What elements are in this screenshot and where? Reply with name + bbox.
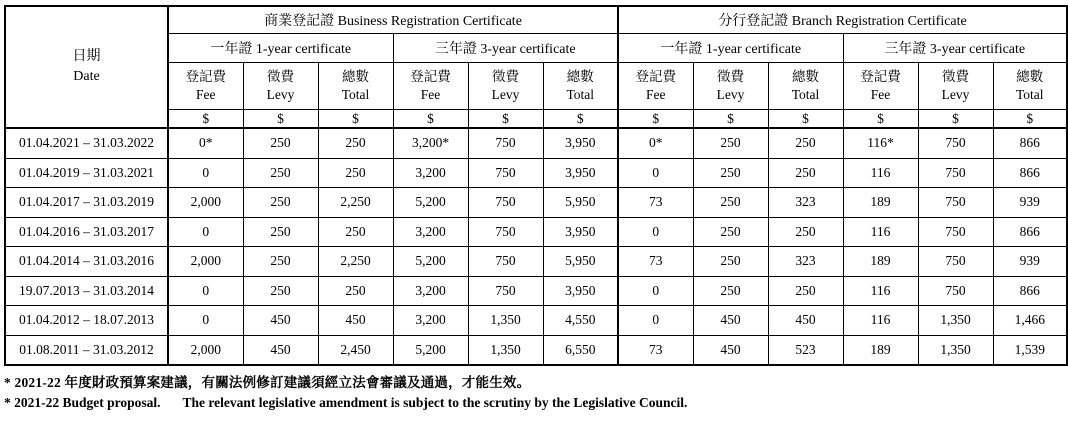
- cell-value: 250: [693, 158, 768, 188]
- column-header-cn: 登記費: [410, 68, 451, 84]
- cell-value: 1,350: [468, 306, 543, 336]
- cell-value: 116: [843, 276, 918, 306]
- row-date: 01.04.2012 – 18.07.2013: [5, 306, 168, 336]
- column-header-cn: 徵費: [717, 68, 745, 84]
- cell-value: 323: [768, 188, 843, 218]
- cell-value: 250: [693, 217, 768, 247]
- cell-value: 750: [918, 188, 993, 218]
- cell-value: 3,950: [543, 128, 618, 158]
- row-date: 01.04.2017 – 31.03.2019: [5, 188, 168, 218]
- currency-symbol: $: [468, 110, 543, 129]
- row-date: 01.04.2019 – 31.03.2021: [5, 158, 168, 188]
- cell-value: 250: [243, 158, 318, 188]
- column-header-fee: [618, 63, 693, 110]
- column-header-en: Total: [566, 87, 595, 102]
- cell-value: 5,950: [543, 247, 618, 277]
- cell-value: 5,200: [393, 335, 468, 365]
- table-header: [5, 6, 1067, 128]
- currency-symbol: $: [243, 110, 318, 129]
- cell-value: 250: [243, 276, 318, 306]
- column-header-total: [318, 63, 393, 110]
- cell-value: 250: [693, 276, 768, 306]
- group-header-business: 商業登記證 Business Registration Certificate: [168, 6, 618, 34]
- fee-table-page: [0, 5, 1068, 422]
- cert-header-branch-1year: 一年證 1-year certificate: [618, 34, 843, 63]
- cell-value: 939: [993, 247, 1067, 277]
- footnotes: [4, 373, 1062, 414]
- footnote-english-part2: The relevant legislative amendment is subject to the scrutiny by the Legislative Council.: [182, 395, 688, 411]
- cell-value: 450: [693, 306, 768, 336]
- column-header-en: Fee: [646, 87, 666, 102]
- group-header-branch: 分行登記證 Branch Registration Certificate: [618, 6, 1067, 34]
- column-header-en: Total: [341, 87, 370, 102]
- cell-value: 3,200: [393, 158, 468, 188]
- column-header-en: Fee: [420, 87, 441, 102]
- cell-value: 750: [468, 188, 543, 218]
- cell-value: 3,200: [393, 306, 468, 336]
- column-header-levy: [243, 63, 318, 110]
- cert-header-branch-3year: 三年證 3-year certificate: [843, 34, 1067, 63]
- cell-value: 2,000: [168, 247, 243, 277]
- cell-value: 1,350: [918, 335, 993, 365]
- column-header-cn: 總數: [566, 68, 594, 84]
- row-date: 01.04.2016 – 31.03.2017: [5, 217, 168, 247]
- cell-value: 3,200*: [393, 128, 468, 158]
- cell-value: 450: [693, 335, 768, 365]
- column-header-levy: [918, 63, 993, 110]
- cell-value: 5,200: [393, 247, 468, 277]
- cell-value: 0: [618, 306, 693, 336]
- cell-value: 2,250: [318, 188, 393, 218]
- cell-value: 0*: [618, 128, 693, 158]
- table-row: [5, 128, 1067, 158]
- cell-value: 1,539: [993, 335, 1067, 365]
- column-header-total: [768, 63, 843, 110]
- cell-value: 3,950: [543, 276, 618, 306]
- table-row: [5, 335, 1067, 365]
- cell-value: 750: [918, 128, 993, 158]
- cell-value: 2,450: [318, 335, 393, 365]
- cell-value: 250: [318, 128, 393, 158]
- cell-value: 116: [843, 217, 918, 247]
- cell-value: 6,550: [543, 335, 618, 365]
- column-header-total: [993, 63, 1067, 110]
- cell-value: 73: [618, 247, 693, 277]
- cell-value: 116*: [843, 128, 918, 158]
- cell-value: 250: [693, 128, 768, 158]
- cell-value: 3,200: [393, 276, 468, 306]
- column-header-cn: 徵費: [267, 68, 294, 84]
- currency-symbol: $: [618, 110, 693, 129]
- cell-value: 750: [918, 158, 993, 188]
- cell-value: 0: [168, 217, 243, 247]
- cell-value: 5,950: [543, 188, 618, 218]
- column-header-cn: 總數: [792, 68, 820, 84]
- cell-value: 750: [468, 128, 543, 158]
- cell-value: 250: [768, 276, 843, 306]
- cell-value: 1,466: [993, 306, 1067, 336]
- table-row: [5, 188, 1067, 218]
- cell-value: 250: [318, 158, 393, 188]
- cell-value: 250: [693, 188, 768, 218]
- cell-value: 73: [618, 188, 693, 218]
- column-header-cn: 登記費: [860, 68, 901, 84]
- column-header-en: Levy: [716, 87, 745, 102]
- table-row: [5, 247, 1067, 277]
- currency-symbol: $: [693, 110, 768, 129]
- cell-value: 3,950: [543, 158, 618, 188]
- registration-fee-table: [4, 5, 1068, 366]
- cell-value: 250: [243, 128, 318, 158]
- cell-value: 750: [468, 158, 543, 188]
- cell-value: 866: [993, 276, 1067, 306]
- column-header-en: Fee: [196, 87, 216, 102]
- cell-value: 0: [618, 217, 693, 247]
- currency-symbol: $: [993, 110, 1067, 129]
- row-date: 01.04.2021 – 31.03.2022: [5, 128, 168, 158]
- cell-value: 450: [243, 306, 318, 336]
- currency-symbol: $: [318, 110, 393, 129]
- cell-value: 250: [768, 217, 843, 247]
- cell-value: 116: [843, 158, 918, 188]
- cell-value: 250: [243, 188, 318, 218]
- column-header-en: Fee: [870, 87, 891, 102]
- cell-value: 0*: [168, 128, 243, 158]
- column-header-en: Levy: [491, 87, 520, 102]
- cell-value: 750: [918, 247, 993, 277]
- date-header-cn: 日期: [72, 48, 101, 64]
- cell-value: 450: [243, 335, 318, 365]
- cell-value: 523: [768, 335, 843, 365]
- date-header-cell: [5, 6, 168, 128]
- row-date: 01.04.2014 – 31.03.2016: [5, 247, 168, 277]
- cell-value: 189: [843, 247, 918, 277]
- cell-value: 250: [768, 158, 843, 188]
- column-header-cn: 登記費: [635, 68, 677, 84]
- footnote-english: [4, 393, 1062, 413]
- date-header-en: Date: [73, 69, 100, 84]
- cell-value: 250: [243, 217, 318, 247]
- table-body: [5, 128, 1067, 365]
- table-row: [5, 158, 1067, 188]
- currency-symbol: $: [768, 110, 843, 129]
- cell-value: 750: [468, 247, 543, 277]
- cell-value: 189: [843, 335, 918, 365]
- currency-symbol: $: [168, 110, 243, 129]
- cell-value: 3,950: [543, 217, 618, 247]
- column-header-levy: [468, 63, 543, 110]
- row-date: 01.08.2011 – 31.03.2012: [5, 335, 168, 365]
- cell-value: 750: [468, 276, 543, 306]
- cell-value: 73: [618, 335, 693, 365]
- header-row-groups: [5, 6, 1067, 34]
- cell-value: 2,000: [168, 188, 243, 218]
- footnote-english-part1: * 2021-22 Budget proposal.: [4, 395, 161, 411]
- currency-symbol: $: [393, 110, 468, 129]
- cell-value: 1,350: [918, 306, 993, 336]
- cell-value: 189: [843, 188, 918, 218]
- cell-value: 0: [618, 276, 693, 306]
- cert-header-business-1year: 一年證 1-year certificate: [168, 34, 393, 63]
- cell-value: 750: [918, 217, 993, 247]
- cell-value: 866: [993, 217, 1067, 247]
- cell-value: 750: [918, 276, 993, 306]
- footnote-chinese: * 2021-22 年度財政預算案建議，有關法例修訂建議須經立法會審議及通過，才能生效。: [4, 375, 531, 390]
- column-header-cn: 徵費: [492, 68, 519, 84]
- cell-value: 0: [168, 306, 243, 336]
- cell-value: 250: [318, 217, 393, 247]
- cell-value: 116: [843, 306, 918, 336]
- table-row: [5, 276, 1067, 306]
- currency-symbol: $: [918, 110, 993, 129]
- column-header-cn: 總數: [1016, 68, 1044, 84]
- cell-value: 4,550: [543, 306, 618, 336]
- column-header-fee: [168, 63, 243, 110]
- cell-value: 250: [243, 247, 318, 277]
- cell-value: 2,000: [168, 335, 243, 365]
- cell-value: 0: [168, 276, 243, 306]
- column-header-fee: [393, 63, 468, 110]
- table-row: [5, 306, 1067, 336]
- row-date: 19.07.2013 – 31.03.2014: [5, 276, 168, 306]
- column-header-levy: [693, 63, 768, 110]
- cell-value: 3,200: [393, 217, 468, 247]
- cell-value: 250: [693, 247, 768, 277]
- column-header-fee: [843, 63, 918, 110]
- currency-symbol: $: [843, 110, 918, 129]
- column-header-en: Levy: [941, 87, 970, 102]
- cell-value: 450: [768, 306, 843, 336]
- column-header-total: [543, 63, 618, 110]
- column-header-cn: 總數: [342, 68, 369, 84]
- cell-value: 866: [993, 128, 1067, 158]
- cell-value: 939: [993, 188, 1067, 218]
- cell-value: 0: [618, 158, 693, 188]
- column-header-en: Total: [791, 87, 820, 102]
- cell-value: 2,250: [318, 247, 393, 277]
- column-header-en: Total: [1016, 87, 1044, 102]
- cell-value: 250: [768, 128, 843, 158]
- cert-header-business-3year: 三年證 3-year certificate: [393, 34, 618, 63]
- cell-value: 866: [993, 158, 1067, 188]
- cell-value: 0: [168, 158, 243, 188]
- cell-value: 750: [468, 217, 543, 247]
- column-header-cn: 徵費: [942, 68, 970, 84]
- cell-value: 323: [768, 247, 843, 277]
- cell-value: 5,200: [393, 188, 468, 218]
- currency-symbol: $: [543, 110, 618, 129]
- table-row: [5, 217, 1067, 247]
- column-header-cn: 登記費: [185, 68, 226, 84]
- column-header-en: Levy: [266, 87, 295, 102]
- cell-value: 250: [318, 276, 393, 306]
- cell-value: 450: [318, 306, 393, 336]
- cell-value: 1,350: [468, 335, 543, 365]
